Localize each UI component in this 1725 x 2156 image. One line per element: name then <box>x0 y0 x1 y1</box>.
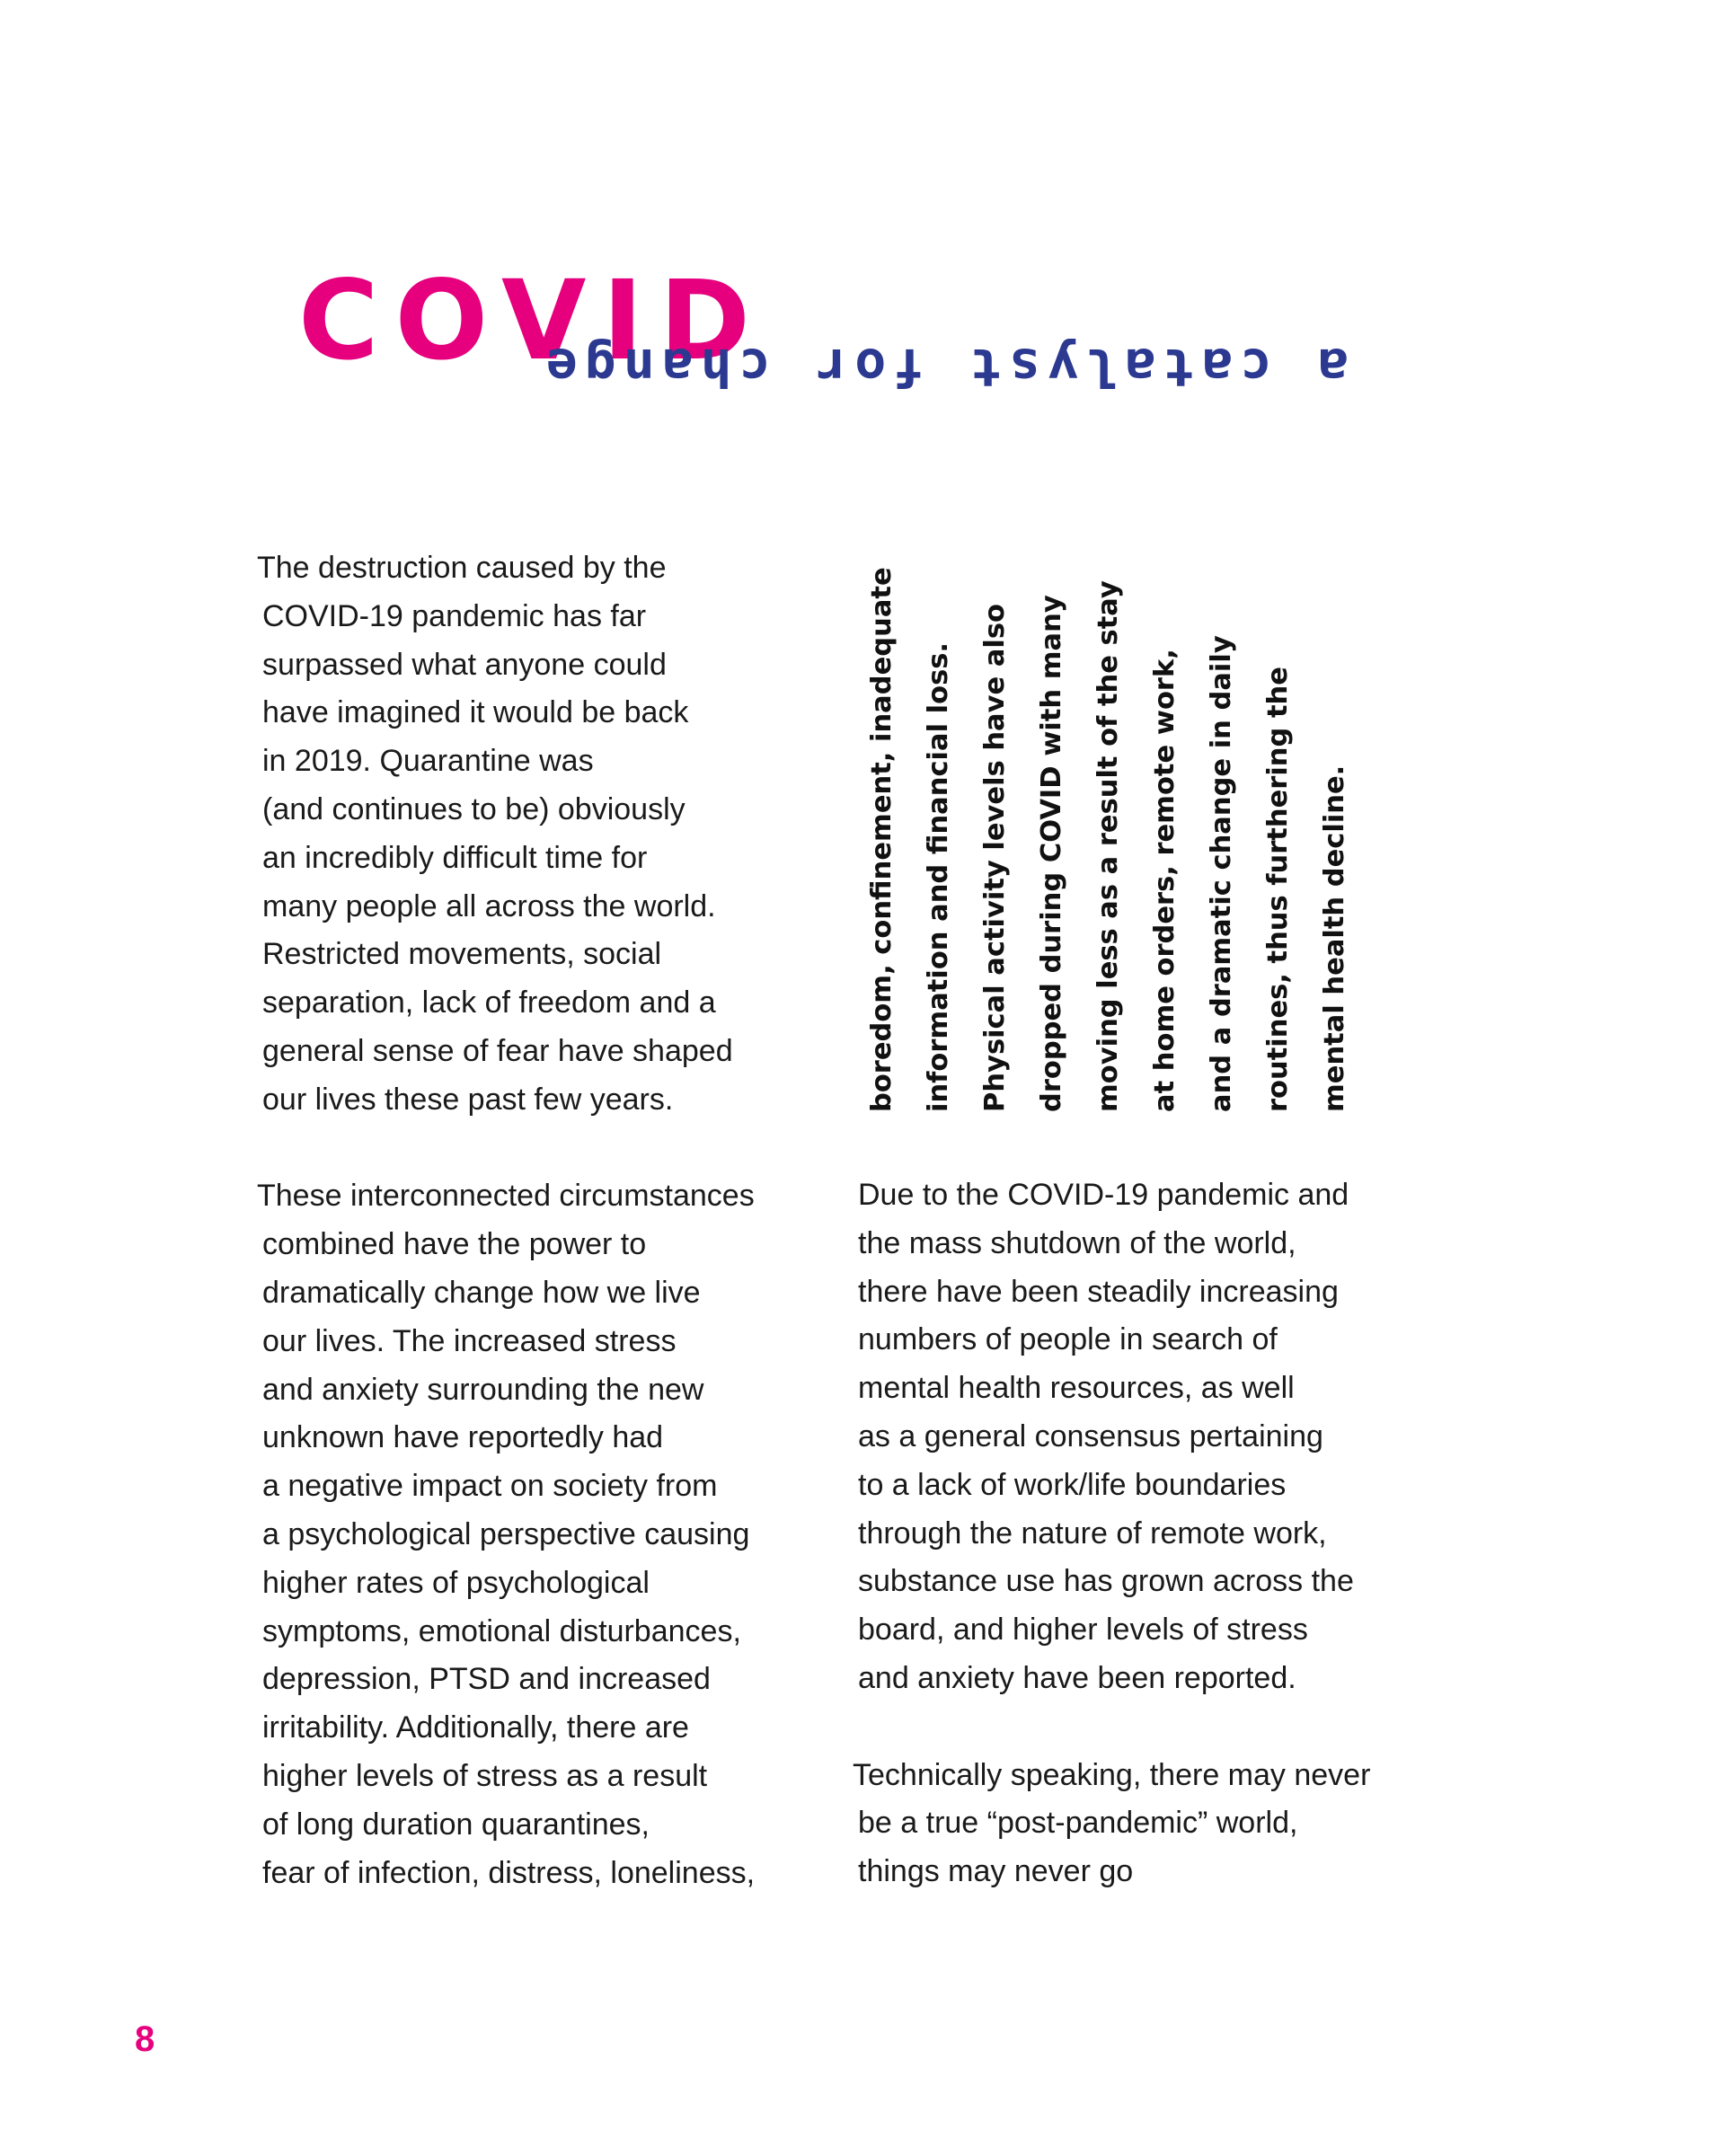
page-number: 8 <box>135 2019 155 2059</box>
vertical-text-line: information and financial loss. <box>923 642 954 1112</box>
text-line: These interconnected circumstances <box>257 1179 755 1214</box>
text-line: there have been steadily increasing <box>858 1274 1339 1309</box>
text-line: through the nature of remote work, <box>858 1515 1327 1551</box>
text-line: a negative impact on society from <box>262 1469 718 1504</box>
text-line: Technically speaking, there may never <box>853 1757 1371 1792</box>
right-paragraph-1 <box>858 1171 1370 1703</box>
text-line: to a lack of work/life boundaries <box>858 1467 1287 1502</box>
text-line: mental health resources, as well <box>858 1371 1295 1406</box>
text-line: higher rates of psychological <box>262 1565 650 1600</box>
vertical-text-line: mental health decline. <box>1319 764 1350 1112</box>
text-line: dramatically change how we live <box>262 1275 701 1310</box>
text-line: many people all across the world. <box>262 888 716 923</box>
left-paragraph-2 <box>257 1172 756 1897</box>
text-line: COVID-19 pandemic has far <box>262 598 647 633</box>
vertical-text-line: and a dramatic change in daily <box>1206 635 1237 1112</box>
right-paragraph-2 <box>853 1752 1371 1896</box>
text-line: be a true “post-pandemic” world, <box>858 1806 1298 1841</box>
left-column <box>257 544 756 1897</box>
vertical-text-block <box>854 567 1446 1112</box>
text-line: unknown have reportedly had <box>262 1420 664 1455</box>
text-line: in 2019. Quarantine was <box>262 744 594 779</box>
text-line: separation, lack of freedom and a <box>262 985 716 1021</box>
text-line: (and continues to be) obviously <box>262 791 686 826</box>
vertical-text-line: at home orders, remote work, <box>1149 649 1181 1112</box>
text-line: fear of infection, distress, loneliness, <box>262 1855 756 1890</box>
left-paragraph-1 <box>257 544 755 1125</box>
page-title: COVID <box>298 257 767 384</box>
text-line: depression, PTSD and increased <box>262 1662 711 1697</box>
text-line: our lives. The increased stress <box>262 1323 677 1358</box>
text-line: have imagined it would be back <box>262 695 689 730</box>
vertical-text-line: boredom, confinement, inadequate <box>866 567 898 1112</box>
text-line: and anxiety surrounding the new <box>262 1372 704 1407</box>
text-line: the mass shutdown of the world, <box>858 1225 1296 1260</box>
right-column <box>853 1171 1371 1896</box>
text-line: and anxiety have been reported. <box>858 1660 1296 1695</box>
text-line: higher levels of stress as a result <box>262 1758 708 1793</box>
vertical-text-line: routines, thus furthering the <box>1262 667 1294 1112</box>
text-line: Restricted movements, social <box>262 937 662 972</box>
paragraph-gap <box>858 1703 1370 1752</box>
text-line: combined have the power to <box>262 1227 647 1262</box>
text-line: things may never go <box>858 1854 1134 1889</box>
text-line: our lives these past few years. <box>262 1082 674 1117</box>
text-line: Due to the COVID-19 pandemic and <box>858 1178 1349 1212</box>
text-line: surpassed what anyone could <box>262 647 667 682</box>
vertical-text-line: dropped during COVID with many <box>1036 595 1067 1112</box>
text-line: irritability. Additionally, there are <box>262 1710 689 1745</box>
text-line: board, and higher levels of stress <box>858 1613 1308 1648</box>
text-line: as a general consensus pertaining <box>858 1418 1323 1454</box>
text-line: a psychological perspective causing <box>262 1516 750 1551</box>
vertical-text-line: Physical activity levels have also <box>979 604 1011 1112</box>
vertical-text-line: moving less as a result of the stay <box>1092 580 1124 1112</box>
page-subtitle: a catalyst for change <box>539 337 1349 398</box>
text-line: general sense of fear have shaped <box>262 1033 733 1068</box>
text-line: numbers of people in search of <box>858 1322 1278 1357</box>
paragraph-gap <box>262 1125 755 1173</box>
text-line: an incredibly difficult time for <box>262 840 648 875</box>
text-line: The destruction caused by the <box>257 551 667 585</box>
text-line: of long duration quarantines, <box>262 1807 650 1842</box>
text-line: substance use has grown across the <box>858 1564 1354 1599</box>
text-line: symptoms, emotional disturbances, <box>262 1613 741 1648</box>
